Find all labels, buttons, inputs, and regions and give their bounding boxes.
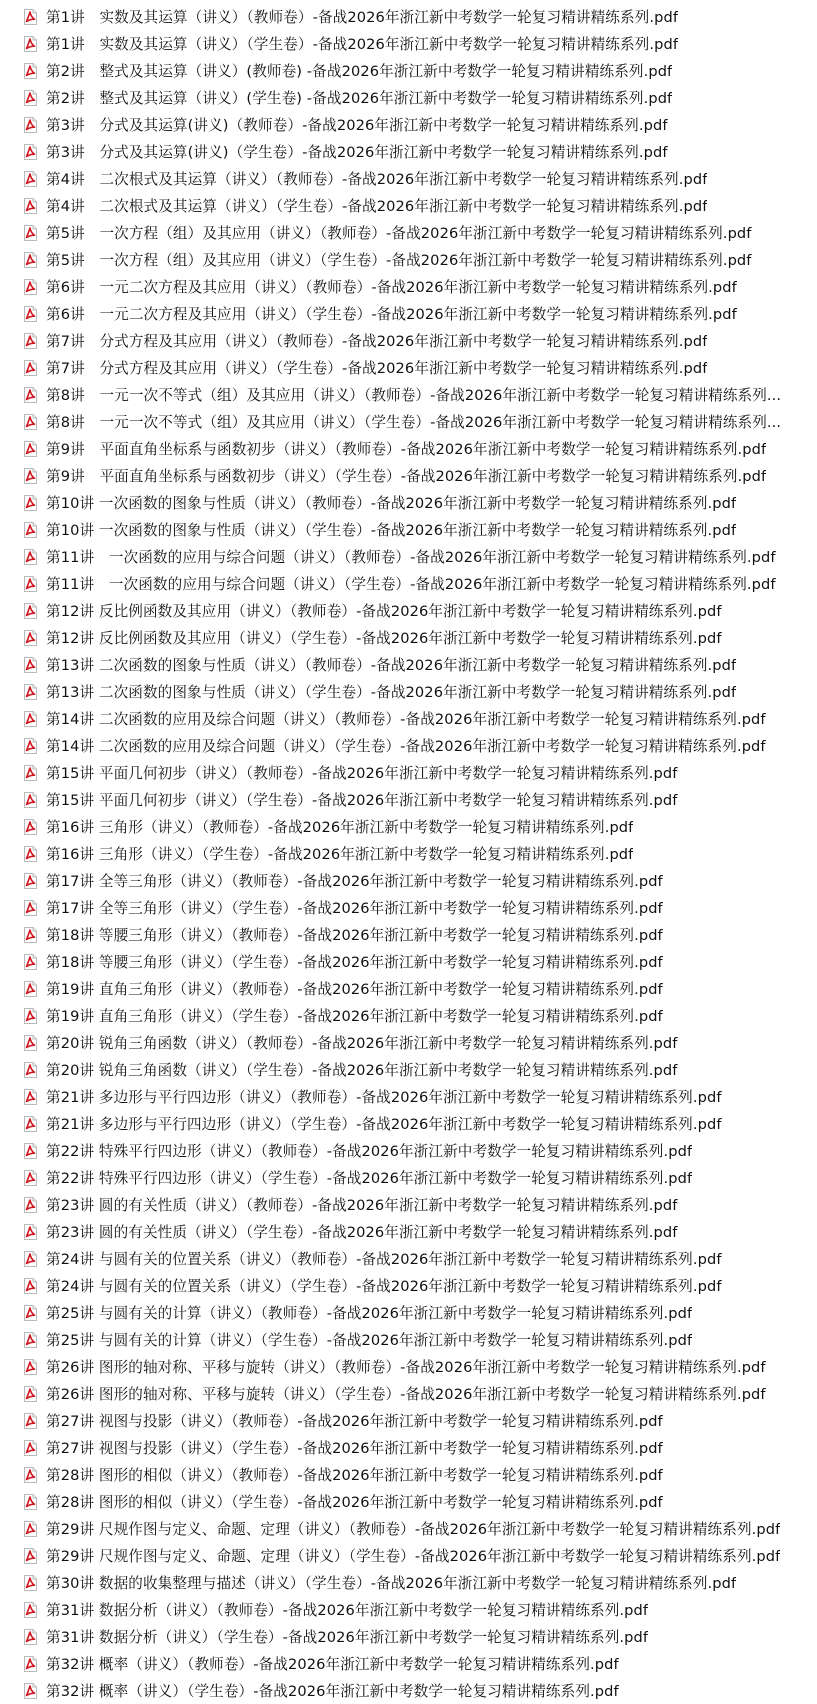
file-name: 第23讲 圆的有关性质（讲义）（教师卷）-备战2026年浙江新中考数学一轮复习精讲精练系列.pdf: [46, 1197, 678, 1214]
file-row[interactable]: [0, 1623, 817, 1650]
pdf-file-icon: [24, 360, 37, 376]
pdf-file-icon: [24, 1089, 37, 1105]
file-row[interactable]: [0, 1407, 817, 1434]
file-row[interactable]: [0, 30, 817, 57]
file-row[interactable]: [0, 1326, 817, 1353]
file-row[interactable]: [0, 462, 817, 489]
file-name: 第24讲 与圆有关的位置关系（讲义）（教师卷）-备战2026年浙江新中考数学一轮复习精讲精练系列.pdf: [46, 1251, 722, 1268]
pdf-file-icon: [24, 468, 37, 484]
pdf-file-icon: [24, 333, 37, 349]
file-row[interactable]: [0, 786, 817, 813]
file-name: 第24讲 与圆有关的位置关系（讲义）（学生卷）-备战2026年浙江新中考数学一轮复习精讲精练系列.pdf: [46, 1278, 722, 1295]
file-row[interactable]: [0, 84, 817, 111]
pdf-file-icon: [24, 819, 37, 835]
pdf-file-icon: [24, 846, 37, 862]
file-name: 第4讲 二次根式及其运算（讲义）（教师卷）-备战2026年浙江新中考数学一轮复习精讲精练系列.pdf: [46, 171, 708, 188]
pdf-file-icon: [24, 1656, 37, 1672]
pdf-file-icon: [24, 1521, 37, 1537]
file-name: 第31讲 数据分析（讲义）（学生卷）-备战2026年浙江新中考数学一轮复习精讲精练系列.pdf: [46, 1629, 649, 1646]
pdf-file-icon: [24, 1467, 37, 1483]
file-name: 第7讲 分式方程及其应用（讲义）（教师卷）-备战2026年浙江新中考数学一轮复习精讲精练系列.pdf: [46, 333, 708, 350]
file-row[interactable]: [0, 1515, 817, 1542]
file-name: 第11讲 一次函数的应用与综合问题（讲义）（学生卷）-备战2026年浙江新中考数学一轮复习精讲精练系列.pdf: [46, 576, 776, 593]
file-row[interactable]: [0, 624, 817, 651]
pdf-file-icon: [24, 1305, 37, 1321]
file-name: 第13讲 二次函数的图象与性质（讲义）（教师卷）-备战2026年浙江新中考数学一轮复习精讲精练系列.pdf: [46, 657, 737, 674]
file-row[interactable]: [0, 1461, 817, 1488]
pdf-file-icon: [24, 63, 37, 79]
file-row[interactable]: [0, 1137, 817, 1164]
file-name: 第15讲 平面几何初步（讲义）（教师卷）-备战2026年浙江新中考数学一轮复习精讲精练系列.pdf: [46, 765, 678, 782]
file-name: 第30讲 数据的收集整理与描述（讲义）（学生卷）-备战2026年浙江新中考数学一轮复习精讲精练系列.pdf: [46, 1575, 737, 1592]
file-row[interactable]: [0, 246, 817, 273]
file-name: 第32讲 概率（讲义）（学生卷）-备战2026年浙江新中考数学一轮复习精讲精练系列.pdf: [46, 1683, 619, 1700]
file-row[interactable]: [0, 759, 817, 786]
file-row[interactable]: [0, 1002, 817, 1029]
pdf-file-icon: [24, 171, 37, 187]
pdf-file-icon: [24, 1494, 37, 1510]
pdf-file-icon: [24, 441, 37, 457]
file-row[interactable]: [0, 1488, 817, 1515]
file-name: 第5讲 一次方程（组）及其应用（讲义）（教师卷）-备战2026年浙江新中考数学一轮复习精讲精练系列.pdf: [46, 225, 752, 242]
file-name: 第16讲 三角形（讲义）（教师卷）-备战2026年浙江新中考数学一轮复习精讲精练系列.pdf: [46, 819, 634, 836]
file-name: 第25讲 与圆有关的计算（讲义）（教师卷）-备战2026年浙江新中考数学一轮复习精讲精练系列.pdf: [46, 1305, 693, 1322]
file-name: 第12讲 反比例函数及其应用（讲义）（学生卷）-备战2026年浙江新中考数学一轮复习精讲精练系列.pdf: [46, 630, 722, 647]
file-name: 第5讲 一次方程（组）及其应用（讲义）（学生卷）-备战2026年浙江新中考数学一轮复习精讲精练系列.pdf: [46, 252, 752, 269]
file-row[interactable]: [0, 489, 817, 516]
file-name: 第9讲 平面直角坐标系与函数初步（讲义）（学生卷）-备战2026年浙江新中考数学一轮复习精讲精练系列.pdf: [46, 468, 767, 485]
file-row[interactable]: [0, 435, 817, 462]
pdf-file-icon: [24, 684, 37, 700]
pdf-file-icon: [24, 711, 37, 727]
pdf-file-icon: [24, 603, 37, 619]
file-name: 第18讲 等腰三角形（讲义）（学生卷）-备战2026年浙江新中考数学一轮复习精讲精练系列.pdf: [46, 954, 663, 971]
pdf-file-icon: [24, 1143, 37, 1159]
file-row[interactable]: [0, 840, 817, 867]
pdf-file-icon: [24, 1548, 37, 1564]
file-row[interactable]: [0, 327, 817, 354]
pdf-file-icon: [24, 1602, 37, 1618]
file-name: 第26讲 图形的轴对称、平移与旋转（讲义）（教师卷）-备战2026年浙江新中考数学一轮复习精讲精练系列.pdf: [46, 1359, 766, 1376]
file-row[interactable]: [0, 543, 817, 570]
pdf-file-icon: [24, 1575, 37, 1591]
pdf-file-icon: [24, 1008, 37, 1024]
pdf-file-icon: [24, 657, 37, 673]
file-name: 第26讲 图形的轴对称、平移与旋转（讲义）（学生卷）-备战2026年浙江新中考数学一轮复习精讲精练系列.pdf: [46, 1386, 766, 1403]
pdf-file-icon: [24, 981, 37, 997]
file-row[interactable]: [0, 165, 817, 192]
pdf-file-icon: [24, 549, 37, 565]
file-row[interactable]: [0, 813, 817, 840]
pdf-file-icon: [24, 1116, 37, 1132]
file-name: 第13讲 二次函数的图象与性质（讲义）（学生卷）-备战2026年浙江新中考数学一轮复习精讲精练系列.pdf: [46, 684, 737, 701]
file-row[interactable]: [0, 921, 817, 948]
file-name: 第4讲 二次根式及其运算（讲义）（学生卷）-备战2026年浙江新中考数学一轮复习精讲精练系列.pdf: [46, 198, 708, 215]
file-name: 第22讲 特殊平行四边形（讲义）（学生卷）-备战2026年浙江新中考数学一轮复习精讲精练系列.pdf: [46, 1170, 693, 1187]
file-row[interactable]: [0, 597, 817, 624]
file-row[interactable]: [0, 408, 817, 435]
file-name: 第20讲 锐角三角函数（讲义）（学生卷）-备战2026年浙江新中考数学一轮复习精讲精练系列.pdf: [46, 1062, 678, 1079]
file-name: 第21讲 多边形与平行四边形（讲义）（学生卷）-备战2026年浙江新中考数学一轮复习精讲精练系列.pdf: [46, 1116, 722, 1133]
file-name: 第8讲 一元一次不等式（组）及其应用（讲义）（学生卷）-备战2026年浙江新中考数学一轮复习精讲精练系列...: [46, 414, 782, 431]
file-row[interactable]: [0, 678, 817, 705]
file-name: 第27讲 视图与投影（讲义）（学生卷）-备战2026年浙江新中考数学一轮复习精讲精练系列.pdf: [46, 1440, 663, 1457]
pdf-file-icon: [24, 495, 37, 511]
file-row[interactable]: [0, 1569, 817, 1596]
file-row[interactable]: [0, 1596, 817, 1623]
pdf-file-icon: [24, 225, 37, 241]
file-name: 第31讲 数据分析（讲义）（教师卷）-备战2026年浙江新中考数学一轮复习精讲精练系列.pdf: [46, 1602, 649, 1619]
pdf-file-icon: [24, 144, 37, 160]
pdf-file-icon: [24, 198, 37, 214]
pdf-file-icon: [24, 252, 37, 268]
pdf-file-icon: [24, 9, 37, 25]
pdf-file-icon: [24, 1251, 37, 1267]
file-name: 第16讲 三角形（讲义）（学生卷）-备战2026年浙江新中考数学一轮复习精讲精练系列.pdf: [46, 846, 634, 863]
pdf-file-icon: [24, 792, 37, 808]
file-row[interactable]: [0, 1083, 817, 1110]
file-row[interactable]: [0, 1218, 817, 1245]
pdf-file-icon: [24, 1170, 37, 1186]
file-row[interactable]: [0, 1380, 817, 1407]
pdf-file-icon: [24, 630, 37, 646]
file-name: 第8讲 一元一次不等式（组）及其应用（讲义）（教师卷）-备战2026年浙江新中考数学一轮复习精讲精练系列...: [46, 387, 782, 404]
file-row[interactable]: [0, 651, 817, 678]
file-name: 第27讲 视图与投影（讲义）（教师卷）-备战2026年浙江新中考数学一轮复习精讲精练系列.pdf: [46, 1413, 663, 1430]
file-name: 第17讲 全等三角形（讲义）（学生卷）-备战2026年浙江新中考数学一轮复习精讲精练系列.pdf: [46, 900, 663, 917]
file-name: 第21讲 多边形与平行四边形（讲义）（教师卷）-备战2026年浙江新中考数学一轮复习精讲精练系列.pdf: [46, 1089, 722, 1106]
file-name: 第22讲 特殊平行四边形（讲义）（教师卷）-备战2026年浙江新中考数学一轮复习精讲精练系列.pdf: [46, 1143, 693, 1160]
file-row[interactable]: [0, 732, 817, 759]
file-row[interactable]: [0, 219, 817, 246]
file-row[interactable]: [0, 1434, 817, 1461]
file-name: 第23讲 圆的有关性质（讲义）（学生卷）-备战2026年浙江新中考数学一轮复习精讲精练系列.pdf: [46, 1224, 678, 1241]
file-row[interactable]: [0, 867, 817, 894]
file-name: 第15讲 平面几何初步（讲义）（学生卷）-备战2026年浙江新中考数学一轮复习精讲精练系列.pdf: [46, 792, 678, 809]
pdf-file-icon: [24, 1386, 37, 1402]
file-name: 第6讲 一元二次方程及其应用（讲义）（学生卷）-备战2026年浙江新中考数学一轮复习精讲精练系列.pdf: [46, 306, 737, 323]
file-name: 第9讲 平面直角坐标系与函数初步（讲义）（教师卷）-备战2026年浙江新中考数学一轮复习精讲精练系列.pdf: [46, 441, 767, 458]
pdf-file-icon: [24, 117, 37, 133]
file-row[interactable]: [0, 3, 817, 30]
pdf-file-icon: [24, 1278, 37, 1294]
file-name: 第7讲 分式方程及其应用（讲义）（学生卷）-备战2026年浙江新中考数学一轮复习精讲精练系列.pdf: [46, 360, 708, 377]
file-row[interactable]: [0, 1650, 817, 1677]
pdf-file-icon: [24, 1197, 37, 1213]
pdf-file-icon: [24, 90, 37, 106]
pdf-file-icon: [24, 576, 37, 592]
pdf-file-icon: [24, 765, 37, 781]
file-name: 第2讲 整式及其运算（讲义）(学生卷) -备战2026年浙江新中考数学一轮复习精讲精练系列.pdf: [46, 90, 673, 107]
file-name: 第12讲 反比例函数及其应用（讲义）（教师卷）-备战2026年浙江新中考数学一轮复习精讲精练系列.pdf: [46, 603, 722, 620]
file-name: 第28讲 图形的相似（讲义）（教师卷）-备战2026年浙江新中考数学一轮复习精讲精练系列.pdf: [46, 1467, 663, 1484]
file-row[interactable]: [0, 1353, 817, 1380]
file-name: 第6讲 一元二次方程及其应用（讲义）（教师卷）-备战2026年浙江新中考数学一轮复习精讲精练系列.pdf: [46, 279, 737, 296]
file-row[interactable]: [0, 1542, 817, 1569]
file-name: 第3讲 分式及其运算(讲义)（教师卷）-备战2026年浙江新中考数学一轮复习精讲精练系列.pdf: [46, 117, 668, 134]
pdf-file-icon: [24, 306, 37, 322]
file-name: 第28讲 图形的相似（讲义）（学生卷）-备战2026年浙江新中考数学一轮复习精讲精练系列.pdf: [46, 1494, 663, 1511]
pdf-file-icon: [24, 522, 37, 538]
file-name: 第19讲 直角三角形（讲义）（教师卷）-备战2026年浙江新中考数学一轮复习精讲精练系列.pdf: [46, 981, 663, 998]
file-name: 第14讲 二次函数的应用及综合问题（讲义）（学生卷）-备战2026年浙江新中考数学一轮复习精讲精练系列.pdf: [46, 738, 766, 755]
file-name: 第32讲 概率（讲义）（教师卷）-备战2026年浙江新中考数学一轮复习精讲精练系列.pdf: [46, 1656, 619, 1673]
file-name: 第11讲 一次函数的应用与综合问题（讲义）（教师卷）-备战2026年浙江新中考数学一轮复习精讲精练系列.pdf: [46, 549, 776, 566]
pdf-file-icon: [24, 1359, 37, 1375]
file-name: 第10讲 一次函数的图象与性质（讲义）（教师卷）-备战2026年浙江新中考数学一轮复习精讲精练系列.pdf: [46, 495, 737, 512]
file-name: 第17讲 全等三角形（讲义）（教师卷）-备战2026年浙江新中考数学一轮复习精讲精练系列.pdf: [46, 873, 663, 890]
file-row[interactable]: [0, 516, 817, 543]
pdf-file-icon: [24, 1035, 37, 1051]
file-row[interactable]: [0, 1191, 817, 1218]
file-name: 第2讲 整式及其运算（讲义）(教师卷) -备战2026年浙江新中考数学一轮复习精讲精练系列.pdf: [46, 63, 673, 80]
pdf-file-icon: [24, 1062, 37, 1078]
pdf-file-icon: [24, 927, 37, 943]
file-row[interactable]: [0, 948, 817, 975]
file-row[interactable]: [0, 273, 817, 300]
file-row[interactable]: [0, 111, 817, 138]
file-row[interactable]: [0, 1110, 817, 1137]
file-name: 第1讲 实数及其运算（讲义）（教师卷）-备战2026年浙江新中考数学一轮复习精讲精练系列.pdf: [46, 9, 679, 26]
pdf-file-icon: [24, 954, 37, 970]
pdf-file-icon: [24, 873, 37, 889]
file-row[interactable]: [0, 300, 817, 327]
file-name: 第18讲 等腰三角形（讲义）（教师卷）-备战2026年浙江新中考数学一轮复习精讲精练系列.pdf: [46, 927, 663, 944]
file-row[interactable]: [0, 1299, 817, 1326]
file-row[interactable]: [0, 1029, 817, 1056]
pdf-file-icon: [24, 1332, 37, 1348]
pdf-file-icon: [24, 1683, 37, 1699]
file-name: 第10讲 一次函数的图象与性质（讲义）（学生卷）-备战2026年浙江新中考数学一轮复习精讲精练系列.pdf: [46, 522, 737, 539]
file-row[interactable]: [0, 381, 817, 408]
file-name: 第19讲 直角三角形（讲义）（学生卷）-备战2026年浙江新中考数学一轮复习精讲精练系列.pdf: [46, 1008, 663, 1025]
file-row[interactable]: [0, 1245, 817, 1272]
pdf-file-icon: [24, 738, 37, 754]
file-row[interactable]: [0, 1056, 817, 1083]
file-row[interactable]: [0, 570, 817, 597]
file-row[interactable]: [0, 354, 817, 381]
file-row[interactable]: [0, 1272, 817, 1299]
file-name: 第29讲 尺规作图与定义、命题、定理（讲义）（教师卷）-备战2026年浙江新中考数学一轮复习精讲精练系列.pdf: [46, 1521, 781, 1538]
file-row[interactable]: [0, 705, 817, 732]
pdf-file-icon: [24, 1413, 37, 1429]
pdf-file-icon: [24, 1629, 37, 1645]
file-row[interactable]: [0, 57, 817, 84]
file-name: 第1讲 实数及其运算（讲义）（学生卷）-备战2026年浙江新中考数学一轮复习精讲精练系列.pdf: [46, 36, 679, 53]
pdf-file-icon: [24, 1440, 37, 1456]
file-name: 第3讲 分式及其运算(讲义)（学生卷）-备战2026年浙江新中考数学一轮复习精讲精练系列.pdf: [46, 144, 668, 161]
pdf-file-icon: [24, 900, 37, 916]
pdf-file-icon: [24, 279, 37, 295]
pdf-file-icon: [24, 414, 37, 430]
file-row[interactable]: [0, 1164, 817, 1191]
file-name: 第20讲 锐角三角函数（讲义）（教师卷）-备战2026年浙江新中考数学一轮复习精讲精练系列.pdf: [46, 1035, 678, 1052]
file-row[interactable]: [0, 1677, 817, 1704]
pdf-file-icon: [24, 387, 37, 403]
file-row[interactable]: [0, 894, 817, 921]
file-row[interactable]: [0, 192, 817, 219]
file-name: 第25讲 与圆有关的计算（讲义）（学生卷）-备战2026年浙江新中考数学一轮复习精讲精练系列.pdf: [46, 1332, 693, 1349]
file-name: 第29讲 尺规作图与定义、命题、定理（讲义）（学生卷）-备战2026年浙江新中考数学一轮复习精讲精练系列.pdf: [46, 1548, 781, 1565]
file-row[interactable]: [0, 138, 817, 165]
file-row[interactable]: [0, 975, 817, 1002]
pdf-file-icon: [24, 1224, 37, 1240]
file-name: 第14讲 二次函数的应用及综合问题（讲义）（教师卷）-备战2026年浙江新中考数学一轮复习精讲精练系列.pdf: [46, 711, 766, 728]
pdf-file-icon: [24, 36, 37, 52]
